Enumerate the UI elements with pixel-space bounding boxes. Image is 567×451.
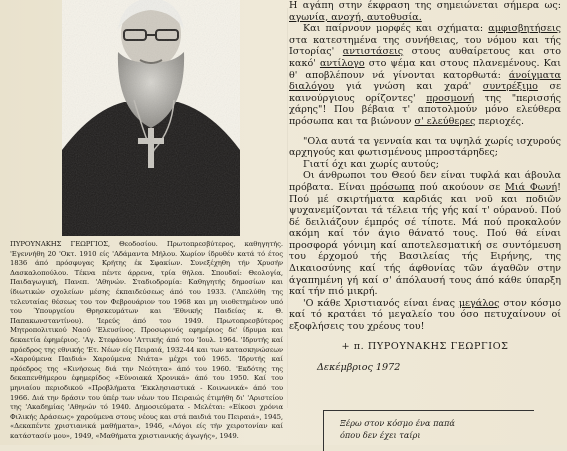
- paragraph-gap: [289, 128, 561, 136]
- text-run: πού ακούουν σε: [414, 181, 505, 193]
- poem-excerpt: [340, 418, 455, 441]
- text-run: ! Πού μέ σκιρτήματα καρδιάς και νοῦ και ποδιῶν ψυχανεμίζονται τά τέλεια τής γής καί τ' ούρανού. Πού δέ δειλιάζουν έμπρός σέ τίποτε. Μά πού προκαλούν ακόμη καί τόν άγιο θάνατό τους. Πού θά είναι προσφορά γόνιμη καί αποτελεσματική σε συντόμευση του έρχομού τής Βασιλείας τής Ειρήνης, της Δικαιοσύνης καί τής άφθονίας τῶν άγαθῶν στην άγαπημένη γή καί σ' άπόλαυσή τους άπό κάθε ύπαρξη καί τήν πιό μικρή.: [289, 181, 561, 298]
- underlined-phrase: αμφισβητήσεις: [488, 23, 561, 35]
- text-run: σε καινούργιους ορίζοντες': [289, 81, 561, 104]
- priest-portrait-photo: [62, 0, 240, 236]
- text-run: της "περισσής χάρης"! Που βέβαια τ' αποτολμούν μόνο ελεύθερα πρόσωπα και τα βιώνουν: [289, 92, 562, 127]
- author-signature: + π. ΠΥΡΟΥΝΑΚΗΣ ΓΕΩΡΓΙΟΣ: [341, 340, 509, 352]
- article-paragraph: [289, 159, 561, 171]
- poem-line: όπου δεν έχει ταίρι: [340, 429, 421, 440]
- underlined-phrase: μεγάλος: [458, 297, 500, 309]
- text-run: Γιατί όχι και χωρίς αυτούς;: [303, 158, 439, 170]
- text-run: 'Ο κάθε Χριστιανός είναι ένας: [303, 297, 459, 309]
- underlined-phrase: σ' ελεύθερες: [414, 115, 476, 127]
- underlined-phrase: αγωνία, ανοχή, αυτοθυσία.: [289, 11, 422, 23]
- text-run: στο ψέμα και στους πλανεμένους. Και θ' αποβλέπουν νά γίνονται κατορθωτά:: [289, 57, 561, 81]
- text-run: Η αγάπη στην έκφραση της σημειώνεται σήμερα ως:: [289, 0, 561, 11]
- text-run: στον κόσμο καί τό κρατάει τό μεγαλείο του όσο πετυχαίνουν οί εξοφλήσεις του χρέους του!: [289, 297, 561, 333]
- article-body: [289, 0, 561, 333]
- poem-line: Ξέρω στον κόσμο ένα παπά: [340, 418, 455, 428]
- text-run: "Ολα αυτά τα γενναία και τα υψηλά χωρίς ισχυρούς αρχηγούς και φωτισμένους μπροστάρηδες;: [289, 135, 561, 159]
- biography-text: ΠΥΡΟΥΝΑΚΗΣ ΓΕΩΡΓΙΟΣ, Θεοδοσίου. Πρωτοπρεσβύτερος, καθηγητής. 'Εγεννήθη 20 'Οκτ. 1910 είς 'Αδάμαντα Μήλου. Χωρίον ίδρυθέν κατά τό έτος 1836 άπό πρόσφυγας Κρήτης έκ Σφακίων. Συνεξέχηθη τήν Χρυσήν Δασκαλοπούλου. Τέκνα πέντε άρρενα, τρία θήλεα. Σπουδαί: Θεολογία, Παιδαγωγική, Πανεπ. 'Αθηνών. Σταδιοδρομία: Καθηγητής δημοσίων και ίδιωτικών σχολείων μέσης έκπαιδεύσεως άπό του 1933. ('Απελύθη της τελευταίας θέσεως του τον Φεβρουάριον του 1968 και μη υιοθετημένον υπό του Ύπουργείου Θρησκευμάτων και 'Εθνικής Παιδείας κ. Θ. Παπακωνσταντίνου). 'Ιερεύς άπό του 1949. Πρωτοπρεσβύτερος Μητροπολιτικού Ναού 'Ελευσίνος. Προσωρινός εφημέριος δε' ίδρυμα και δεκαετία έφημέριος. 'Αγ. Στεφάνου 'Αττικής άπό του 'Ιουλ. 1964. 'Ιδρυτής καί πρόεδρος της εθνικής 'Ετ. Νέων είς Πειραιά, 1932-44 και των κατασκηνώσεων «Χαρούμενα Παιδιά» Χαρούμενα Νιάτα» μέχρι τού 1965. 'Ιδρυτής καί πρόεδρος της «Κινήσεως διά την Νεότητα» άπό του 1960. 'Εκδότης της δεκαπενθήμερου έφημερίδος «Εύνοιακά Χρονικά» άπό του 1950. Καί του μηνιαίου περιοδικού «Προβλήματα 'Εκκλησιαστικά - Κοινωνικά» άπό του 1966. Διά την δράσιν του ύπέρ των νέων του Πειραιώς έτιμήθη δι' 'Αριστείου της 'Ακαδημίας 'Αθηνών τό 1940. Δημοσιεύματα - Μελέται: «Είκοσι χρόνια Φιλικής Δράσεως» χαρούμενα στους νέους και στά παιδιά του Πειραιά», 1945, «Δεκαπέντε χριστιανικά μαθήματα», 1946, «Λόγοι είς τήν χειροτονίαν καί κατάστασίν μου», 1949, «Μαθήματα χριστιανικής άγωγής», 1949.: [10, 240, 283, 440]
- underlined-phrase: αντίλογο: [319, 57, 365, 69]
- text-run: Οι άνθρωποι του Θεού δεν είναι τυφλά και άβουλα πρόβατα. Είναι: [289, 170, 561, 193]
- text-run: Και παίρνουν μορφές και σχήματα:: [303, 23, 489, 35]
- text-run: περιοχές.: [475, 115, 525, 127]
- column-divider: [287, 8, 288, 408]
- text-run: στους αυθαίρετους και στο κακό': [289, 46, 561, 69]
- text-run: γιά γνώση και χαρά': [334, 81, 483, 93]
- article-column: [289, 0, 561, 374]
- article-date: Δεκέμβριος 1972: [317, 362, 401, 374]
- text-run: στα κατεστημένα της συνήθειας, του νόμου και τής Ιστορίας': [289, 34, 561, 58]
- underlined-phrase: αντιστάσεις: [342, 46, 404, 58]
- underlined-phrase: άνοίγματα διαλόγου: [289, 69, 561, 93]
- article-paragraph: [289, 170, 561, 298]
- underlined-phrase: πρόσωπα: [370, 181, 415, 193]
- article-paragraph: [289, 23, 561, 127]
- article-paragraph: [289, 136, 561, 159]
- underlined-phrase: προσμονή: [426, 92, 475, 104]
- underlined-phrase: Μιά Φωνή: [505, 181, 558, 193]
- underlined-phrase: συντρέξιμο: [482, 81, 538, 93]
- article-paragraph: [289, 0, 561, 23]
- article-paragraph: [289, 298, 561, 333]
